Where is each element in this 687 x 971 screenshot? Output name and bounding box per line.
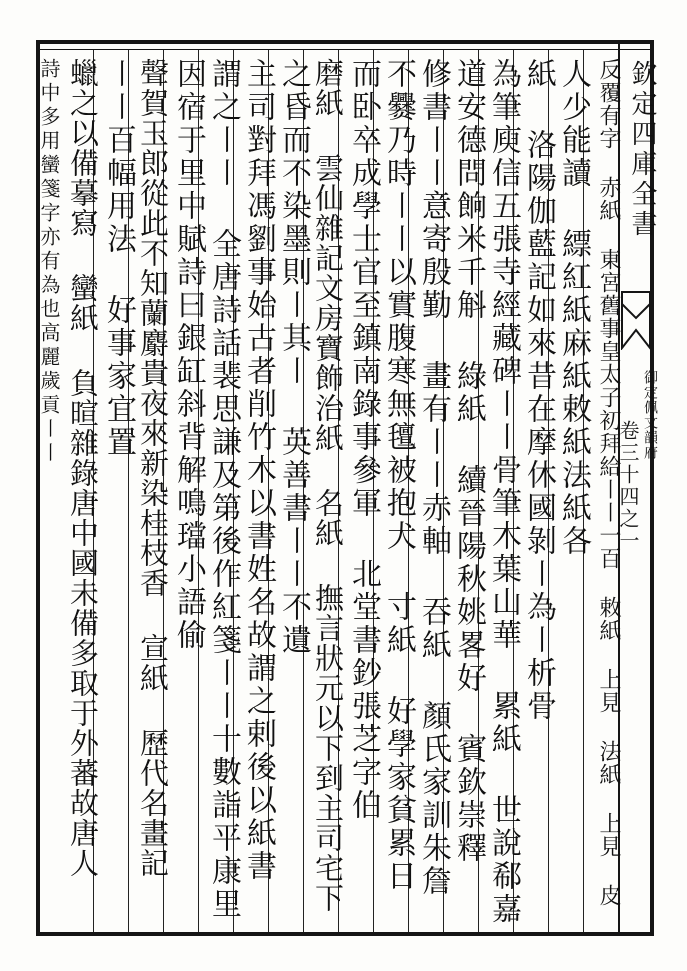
text-column: 詩中多用蠻箋字亦有為也高麗歲貢〡〡 [37,58,61,466]
text-column: 謂之〡〡 全唐詩話裴思謙及第後作紅箋〡〡十數詣平康里 [206,58,241,921]
top-rule [40,49,650,50]
text-column: 紙 洛陽伽藍記如來昔在摩休國剝〡為〡析骨 [521,58,556,723]
text-column: 道安德問餉米千斛 綠紙 續晉陽秋姚畧好 賓欽崇釋 [451,58,486,865]
text-column: 主司對拜馮劉事始古者削竹木以書姓名故謂之剌後以紙書 [241,58,276,883]
text-column: 不爨乃時〡〡以實腹寒無氊被抱犬 寸紙 好學家貧累日 [381,58,416,893]
text-column: 修書〡〡意寄殷勤 畫有〡〡赤軸 吞紙 顏氏家訓朱詹 [416,58,451,898]
text-column: 反覆有字 赤紙 東宮舊事皇太子初拜給〡〡一百 敕紙 上見 法紙 上見 皮 [596,58,621,907]
text-column: 而卧卒成學士官至鎮南錄事參軍 北堂書鈔張芝字伯 [346,58,381,822]
text-column: 聲賀玉郎從此不知蘭麝貴夜來新染桂枝香 宣紙 歷代名畫記 [136,58,170,878]
text-column: 蠟之以備摹寫 蠻紙 負暄雜錄唐中國未備多取于外蕃故唐人 [66,58,100,878]
book-title: 欽定四庫全書 [627,60,657,240]
text-column: 人少能讀 縹紅紙麻紙敕紙法紙各 [556,58,591,558]
text-column: 磨紙 雲仙雜記文房寶飾治紙 名紙 撫言狀元以下到主司宅下 [311,58,345,913]
text-column: 〡〡百幅用法 好事家宜置 [101,58,136,459]
text-column: 因宿于里中賦詩曰銀缸斜背解鳴璫小語偷 [171,58,206,652]
text-column: 為筆庾信五張寺經藏碑〡〡骨筆木葉山華 累紙 世說郗嘉 [486,58,521,926]
text-column: 之昏而不染墨則〡其〡 英善書〡〡不遺 [276,58,311,657]
chapter-name: 御定佩文韻府 [642,370,658,460]
volume-label: 卷三十四之一 [616,420,640,552]
